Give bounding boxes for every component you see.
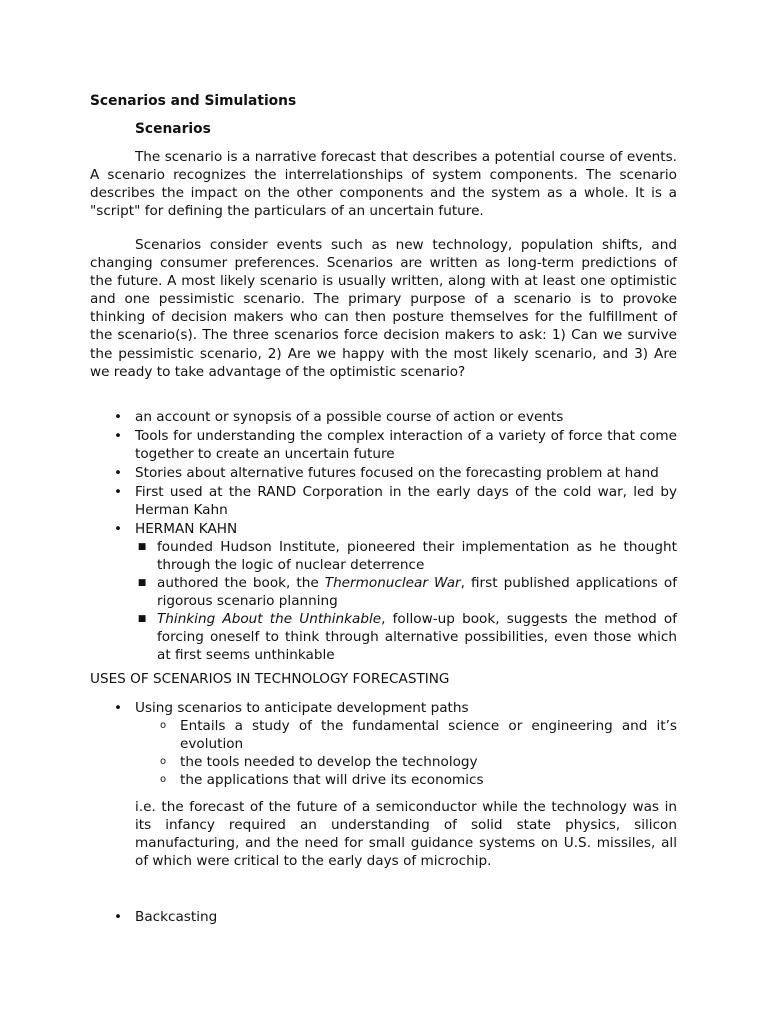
document-page — [90, 0, 677, 1024]
square-bullet-icon: ■ — [137, 542, 147, 552]
bullet-icon: • — [113, 700, 123, 716]
bullet-icon: • — [113, 521, 123, 537]
bullet-icon: • — [113, 909, 123, 925]
list-item: o the tools needed to develop the technology — [159, 754, 478, 770]
square-bullet-icon: ■ — [137, 614, 147, 624]
book-title-thermonuclear-war: Thermonuclear War — [324, 575, 461, 591]
list-item: o Entails a study of the fundamental science or engineering and it’s evolution — [159, 718, 677, 752]
backcasting-list — [113, 908, 677, 926]
circle-bullet-icon: o — [159, 774, 167, 785]
list-item-herman-kahn: • HERMAN KAHN ■ founded Hudson Institute, pioneered their implementation as he thought through the logic of nuclear deterrence ■ authored the book, the Thermonuclear War, first published applications of rigorous scenario planning ■ Thinking About the Unthinkable, follow-up book, suggests the method of forcing oneself to think through alternative possibilities, even those which at first seems unthinkable — [113, 521, 677, 663]
list-item: • First used at the RAND Corporation in the early days of the cold war, led by Herman Kahn — [113, 484, 677, 518]
bullet-icon: • — [113, 409, 123, 425]
circle-bullet-icon: o — [159, 756, 167, 767]
bullet-icon: • — [113, 428, 123, 444]
paragraph-scenario-definition: The scenario is a narrative forecast that describes a potential course of events. A scenario recognizes the interrelationships of system components. The scenario describes the impact on the other components and the system as a whole. It is a "script" for defining the particulars of an uncertain future. — [90, 149, 677, 220]
list-item: ■ founded Hudson Institute, pioneered their implementation as he thought through the logic of nuclear deterrence — [137, 539, 677, 573]
list-item: • an account or synopsis of a possible course of action or events — [113, 409, 564, 425]
scenario-bullet-list — [113, 408, 677, 665]
list-item: • Backcasting — [113, 909, 218, 925]
development-paths-sublist — [135, 717, 677, 789]
herman-kahn-sublist — [135, 538, 677, 664]
paragraph-scenario-considerations: Scenarios consider events such as new technology, population shifts, and changing consumer preferences. Scenarios are written as long-term predictions of the future. A most likely scenario is usually written, along with at least one optimistic and one pessimistic scenario. The primary purpose of a scenario is to provoke thinking of decision makers who can then posture themselves for the fulfillment of the scenario(s). The three scenarios force decision makers to ask: 1) Can we survive the pessimistic scenario, 2) Are we happy with the most likely scenario, and 3) Are we ready to take advantage of the optimistic scenario? — [90, 237, 677, 380]
list-item: ■ authored the book, the Thermonuclear War, first published applications of rigorous scenario planning — [137, 575, 677, 609]
bullet-icon: • — [113, 484, 123, 500]
list-item: • Tools for understanding the complex interaction of a variety of force that come together to create an uncertain future — [113, 428, 677, 462]
list-item: • Using scenarios to anticipate development paths o Entails a study of the fundamental science or engineering and it’s evolution o the tools needed to develop the technology o the applications that will drive its economics — [113, 700, 677, 788]
uses-of-scenarios-heading: USES OF SCENARIOS IN TECHNOLOGY FORECASTING — [90, 671, 450, 687]
list-item: o the applications that will drive its economics — [159, 772, 484, 788]
section-heading-scenarios: Scenarios — [135, 121, 211, 137]
paragraph-semiconductor-example: i.e. the forecast of the future of a semiconductor while the technology was in its infancy required an understanding of solid state physics, silicon manufacturing, and the need for small guidance systems on U.S. missiles, all of which were critical to the early days of microchip. — [135, 799, 677, 869]
list-item: • Stories about alternative futures focused on the forecasting problem at hand — [113, 465, 659, 481]
square-bullet-icon: ■ — [137, 578, 147, 588]
document-title: Scenarios and Simulations — [90, 93, 297, 109]
bullet-icon: • — [113, 465, 123, 481]
circle-bullet-icon: o — [159, 720, 167, 731]
book-title-thinking-about-the-unthinkable: Thinking About the Unthinkable — [157, 611, 382, 627]
list-item: ■ Thinking About the Unthinkable, follow-up book, suggests the method of forcing oneself to think through alternative possibilities, even those which at first seems unthinkable — [137, 611, 677, 663]
uses-bullet-list — [113, 699, 677, 789]
